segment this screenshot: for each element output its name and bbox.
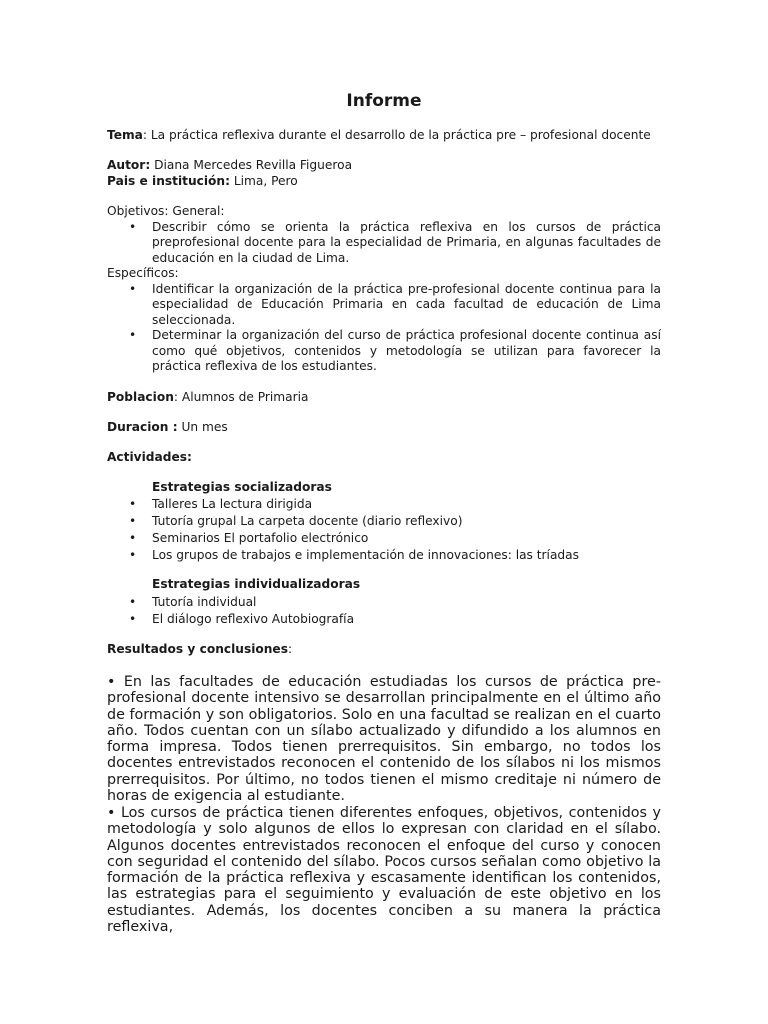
resultados-paragraph-1: • En las facultades de educación estudiadas los cursos de práctica pre-profesional docente intensivo se desarrollan principalmente en el último año de formación y son obligatorios. Solo en una facultad se realizan en el cuarto año. Todos cuentan con un sílabo actualizado y difundido a los alumnos en forma impresa. Todos tienen prerrequisitos. Sin embargo, no todos los docentes entrevistados reconocen el contenido de los sílabos ni los mismos prerrequisitos. Por último, no todos tienen el mismo creditaje ni número de horas de exigencia al estudiante. (107, 674, 661, 805)
objetivos-general-label: Objetivos: General: (107, 204, 225, 218)
list-item: • Los grupos de trabajos e implementación de innovaciones: las tríadas (107, 547, 661, 564)
page-title: Informe (346, 91, 422, 111)
duracion-text: Un mes (177, 420, 228, 434)
socializadoras-heading: Estrategias socializadoras (152, 480, 332, 494)
pais-label: Pais e institución: (107, 174, 230, 188)
list-item: • Seminarios El portafolio electrónico (107, 530, 661, 547)
resultados-paragraph-2: • Los cursos de práctica tienen diferentes enfoques, objetivos, contenidos y metodología y solo algunos de ellos lo expresan con claridad en el sílabo. Algunos docentes entrevistados reconocen el enfoque del curso y conocen con seguridad el contenido del sílabo. Pocos cursos señalan como objetivo la formación de la práctica reflexiva y escasamente identifican los contenidos, las estrategias para el seguimiento y evaluación de este objetivo en los estudiantes. Además, los docentes conciben a su manera la práctica reflexiva, (107, 805, 661, 936)
poblacion-line (107, 390, 661, 405)
tema-text: : La práctica reflexiva durante el desarrollo de la práctica pre – profesional docente (142, 128, 651, 142)
list-item: • El diálogo reflexivo Autobiografía (107, 611, 661, 628)
objetivos-especificos-label: Específicos: (107, 266, 179, 280)
tema-label: Tema (107, 128, 143, 142)
duracion-line (107, 420, 661, 435)
list-item: • Identificar la organización de la práctica pre-profesional docente continua para la especialidad de Educación Primaria en cada facultad de educación de Lima seleccionada. (107, 282, 661, 328)
duracion-label: Duracion : (107, 420, 178, 434)
autor-label: Autor: (107, 158, 151, 172)
socializadoras-list (107, 496, 661, 564)
poblacion-text: : Alumnos de Primaria (173, 390, 309, 404)
list-item: • Talleres La lectura dirigida (107, 496, 661, 513)
tema-line (107, 128, 661, 143)
pais-text: Lima, Pero (229, 174, 298, 188)
pais-line (107, 174, 661, 189)
poblacion-label: Poblacion (107, 390, 174, 404)
individualizadoras-heading: Estrategias individualizadoras (152, 577, 361, 591)
autor-line (107, 158, 661, 173)
resultados-colon: : (287, 642, 293, 656)
autor-text: Diana Mercedes Revilla Figueroa (150, 158, 353, 172)
resultados-line (107, 642, 661, 657)
list-item: • Describir cómo se orienta la práctica reflexiva en los cursos de práctica preprofesional docente para la especialidad de Primaria, en algunas facultades de educación en la ciudad de Lima. (107, 220, 661, 266)
list-item: • Tutoría individual (107, 594, 661, 611)
list-item: • Tutoría grupal La carpeta docente (diario reflexivo) (107, 513, 661, 530)
objetivos-general-list (107, 220, 661, 266)
resultados-label: Resultados y conclusiones (107, 642, 288, 656)
objetivos-especificos-list (107, 282, 661, 374)
individualizadoras-list (107, 594, 661, 628)
actividades-label: Actividades: (107, 450, 192, 464)
list-item: • Determinar la organización del curso de práctica profesional docente continua así como qué objetivos, contenidos y metodología se utilizan para favorecer la práctica reflexiva de los estudiantes. (107, 328, 661, 374)
